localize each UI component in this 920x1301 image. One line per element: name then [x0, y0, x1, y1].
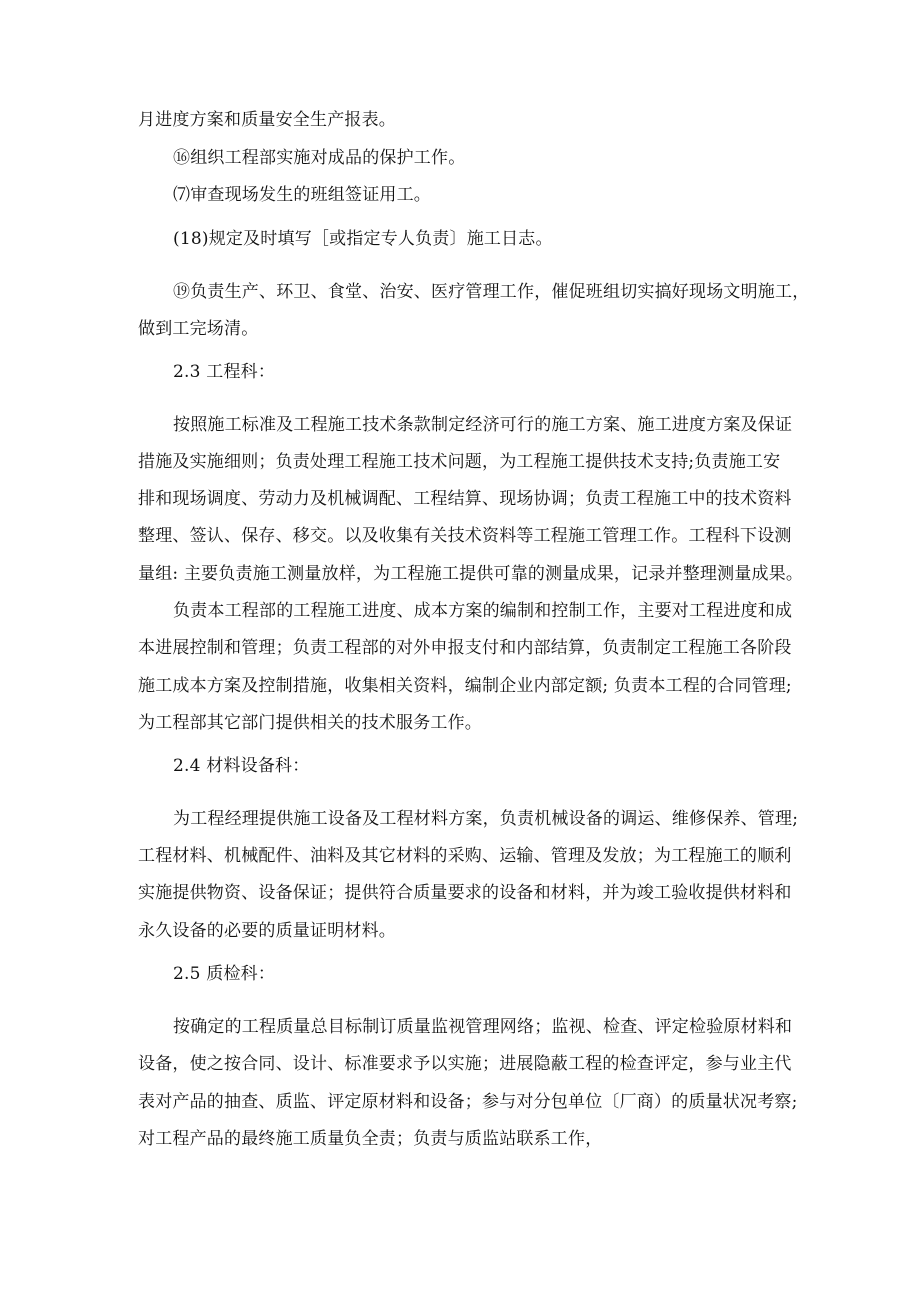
- list-item-19: ⑲负责生产、环卫、食堂、治安、医疗管理工作，催促班组切实搞好现场文明施工，: [173, 282, 810, 302]
- paragraph-line: 按确定的工程质量总目标制订质量监视管理网络；监视、检查、评定检验原材料和: [173, 1017, 793, 1037]
- paragraph-line: 工程材料、机械配件、油料及其它材料的采购、运输、管理及发放；为工程施工的顺利: [138, 846, 792, 866]
- paragraph-line: 永久设备的必要的质量证明材料。: [138, 921, 396, 941]
- text-line: 月进度方案和质量安全生产报表。: [138, 110, 396, 130]
- list-item-16: ⑯组织工程部实施对成品的保护工作。: [173, 148, 466, 168]
- section-heading-2-3: 2.3 工程科：: [173, 362, 276, 382]
- text-line: 做到工完场清。: [138, 319, 259, 339]
- list-item-17: ⑺审查现场发生的班组签证用工。: [173, 185, 431, 205]
- paragraph-line: 负责本工程部的工程施工进度、成本方案的编制和控制工作，主要对工程进度和成: [173, 601, 793, 621]
- paragraph-line: 设备，使之按合同、设计、标准要求予以实施；进展隐蔽工程的检查评定，参与业主代: [138, 1054, 792, 1074]
- paragraph-line: 施工成本方案及控制措施，收集相关资料，编制企业内部定额; 负责本工程的合同管理;: [138, 676, 792, 696]
- paragraph-line: 措施及实施细则；负责处理工程施工技术问题，为工程施工提供技术支持;负责施工安: [138, 452, 781, 472]
- paragraph-line: 对工程产品的最终施工质量负全责；负责与质监站联系工作，: [138, 1129, 603, 1149]
- paragraph-line: 本进展控制和管理；负责工程部的对外申报支付和内部结算，负责制定工程施工各阶段: [138, 638, 792, 658]
- paragraph-line: 表对产品的抽查、质监、评定原材料和设备；参与对分包单位〔厂商）的质量状况考察;: [138, 1092, 798, 1112]
- paragraph-line: 实施提供物资、设备保证；提供符合质量要求的设备和材料，并为竣工验收提供材料和: [138, 883, 792, 903]
- paragraph-line: 整理、签认、保存、移交。以及收集有关技术资料等工程施工管理工作。工程科下设测: [138, 526, 792, 546]
- paragraph-line: 为工程经理提供施工设备及工程材料方案，负责机械设备的调运、维修保养、管理;: [173, 809, 799, 829]
- section-heading-2-4: 2.4 材料设备科：: [173, 756, 310, 776]
- paragraph-line: 为工程部其它部门提供相关的技术服务工作。: [138, 713, 482, 733]
- paragraph-line: 按照施工标准及工程施工技术条款制定经济可行的施工方案、施工进度方案及保证: [173, 415, 793, 435]
- paragraph-line: 量组: 主要负责施工测量放样，为工程施工提供可靠的测量成果，记录并整理测量成果。: [138, 564, 804, 584]
- paragraph-line: 排和现场调度、劳动力及机械调配、工程结算、现场协调；负责工程施工中的技术资料: [138, 489, 792, 509]
- list-item-18: (18)规定及时填写［或指定专人负责〕施工日志。: [173, 229, 553, 249]
- section-heading-2-5: 2.5 质检科：: [173, 964, 276, 984]
